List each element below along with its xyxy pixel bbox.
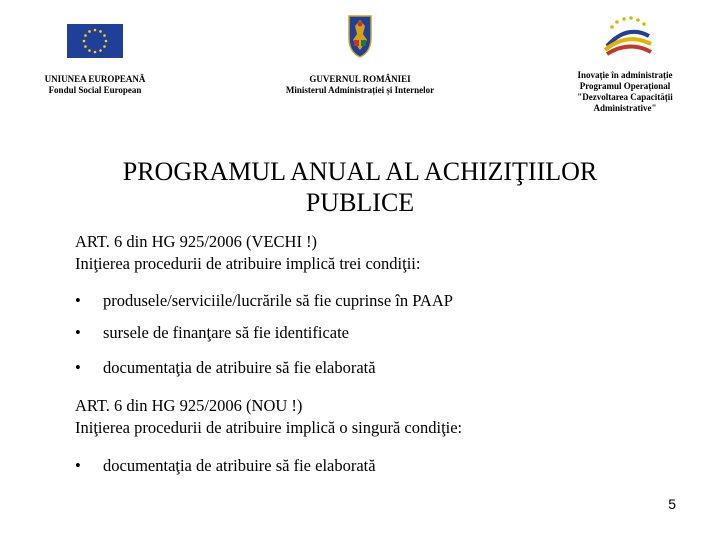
gov-logo-block [262, 12, 458, 96]
gov-subtitle: Ministerul Administrației și Internelor [285, 85, 435, 95]
bullet-icon: • [75, 358, 81, 377]
old-article-heading: ART. 6 din HG 925/2006 (VECHI !) [75, 232, 318, 251]
bullet-icon: • [75, 456, 81, 475]
eu-star [94, 29, 97, 32]
bullet-icon: • [75, 323, 81, 342]
list-item-text: produsele/serviciile/lucrările să fie cuprinse în PAAP [103, 291, 453, 310]
eu-flag-icon [67, 24, 123, 58]
eu-star [88, 49, 91, 52]
program-line-2: Programul Operațional [579, 81, 671, 91]
eu-star [99, 30, 102, 33]
romania-coat-of-arms-icon [345, 12, 375, 58]
list-item [75, 290, 453, 311]
old-article-intro: Iniţierea procedurii de atribuire implică trei condiţii: [75, 254, 421, 273]
program-line-4: Administrative" [593, 103, 657, 113]
gov-title: GUVERNUL ROMÂNIEI [309, 74, 411, 84]
bullet-icon: • [75, 291, 81, 310]
new-article-intro: Iniţierea procedurii de atribuire implică o singură condiţie: [75, 418, 463, 437]
slide-title-line-2: PUBLICE [305, 188, 415, 217]
eu-star [83, 40, 86, 43]
eu-star [88, 30, 91, 33]
eu-star [105, 40, 108, 43]
eu-title: UNIUNEA EUROPEANĂ [44, 74, 146, 84]
new-article-heading: ART. 6 din HG 925/2006 (NOU !) [75, 396, 303, 415]
eu-logo-block [20, 24, 170, 96]
eu-star [94, 51, 97, 54]
list-item [75, 322, 349, 343]
list-item-text: documentaţia de atribuire să fie elaborată [103, 358, 376, 377]
program-line-1: Inovație în administrație [577, 70, 673, 80]
list-item [75, 455, 376, 476]
eu-star [103, 34, 106, 37]
list-item-text: documentaţia de atribuire să fie elaborată [103, 456, 376, 475]
list-item-text: sursele de finanţare să fie identificate [103, 323, 350, 342]
eu-star [84, 45, 87, 48]
list-item [75, 357, 376, 378]
eu-star [103, 45, 106, 48]
eu-star [99, 49, 102, 52]
program-line-3: "Dezvoltarea Capacității [577, 92, 673, 102]
page-number: 5 [668, 496, 676, 512]
eu-subtitle: Fondul Social European [48, 85, 142, 95]
slide-title [60, 156, 660, 218]
program-logo-icon [597, 14, 657, 64]
program-logo-block [555, 14, 695, 114]
eu-star [84, 34, 87, 37]
slide-title-line-1: PROGRAMUL ANUAL AL ACHIZIŢIILOR [122, 157, 598, 186]
